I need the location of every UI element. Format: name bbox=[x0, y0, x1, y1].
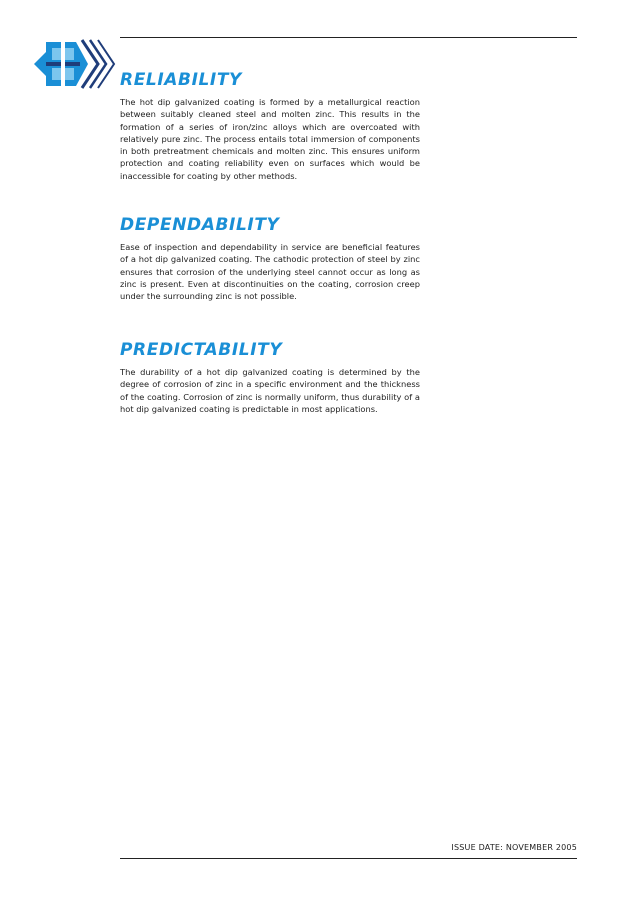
section-reliability bbox=[120, 70, 420, 182]
section-dependability bbox=[120, 215, 420, 302]
company-logo-icon bbox=[32, 34, 122, 94]
bottom-rule bbox=[120, 858, 577, 859]
section-predictability bbox=[120, 340, 420, 415]
section-body: The hot dip galvanized coating is formed by a metallurgical reaction between suitably cleaned steel and molten zinc. This results in the formation of a series of iron/zinc alloys which are overcoated with relatively pure zinc. The process entails total immersion of components in both pretreatment chemicals and molten zinc. This ensures uniform protection and coating reliability even on surfaces which would be inaccessible for coating by other methods. bbox=[120, 97, 420, 181]
section-heading: PREDICTABILITY bbox=[120, 340, 283, 360]
section-heading: RELIABILITY bbox=[120, 70, 242, 90]
section-body: The durability of a hot dip galvanized coating is determined by the degree of corrosion of zinc in a specific environment and the thickness of the coating. Corrosion of zinc is normally uniform, thus durability of a hot dip galvanized coating is predictable in most applications. bbox=[120, 367, 420, 414]
top-rule bbox=[120, 37, 577, 38]
section-heading: DEPENDABILITY bbox=[120, 215, 280, 235]
section-body: Ease of inspection and dependability in service are beneficial features of a hot dip galvanized coating. The cathodic protection of steel by zinc ensures that corrosion of the underlying steel cannot occur as long as zinc is present. Even at discontinuities on the coating, corrosion creep under the surrounding zinc is not possible. bbox=[120, 242, 420, 302]
issue-date: ISSUE DATE: NOVEMBER 2005 bbox=[451, 843, 577, 852]
